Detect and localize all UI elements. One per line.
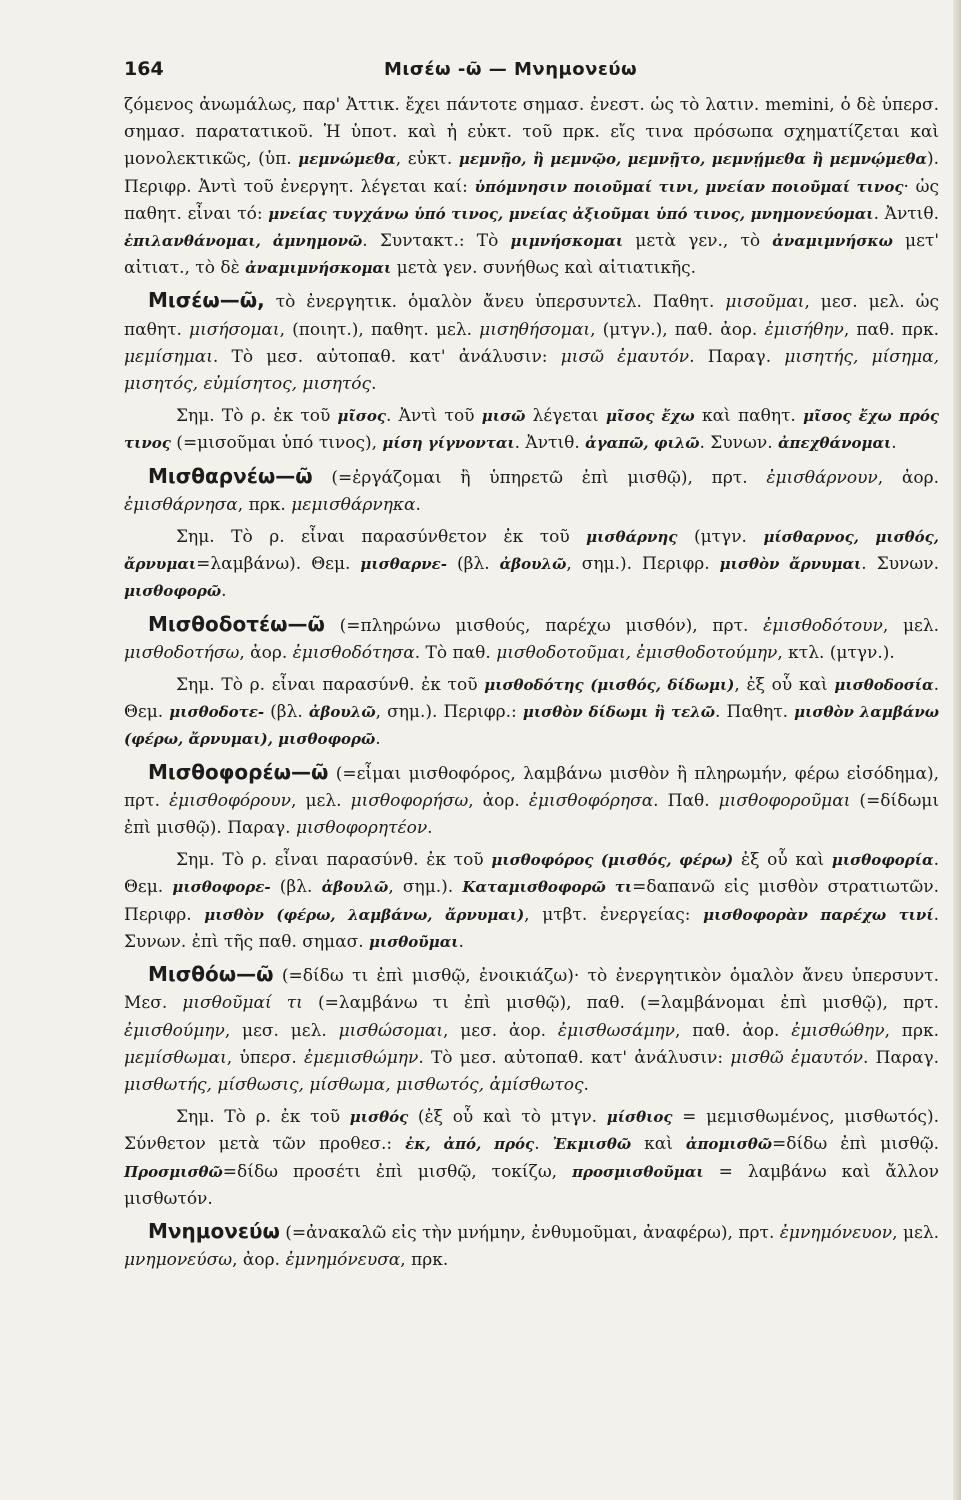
cited-form: ἀβουλῶ — [308, 703, 376, 722]
text-run: . Ἀντιθ. — [873, 203, 939, 224]
text-run: . Συνων. — [699, 433, 779, 454]
text-run: (μτγν. — [677, 527, 764, 548]
text-run: =λαμβάνω). Θεμ. — [196, 554, 361, 575]
text-run: τὸ ἐνεργητικ. ὁμαλὸν ἄνευ ὑπερσυντελ. Παθητ. — [264, 292, 726, 313]
text-run: . Θεμ. — [124, 850, 939, 898]
text-run: =δαπανῶ εἰς μισθὸν στρατιωτῶν. Περιφρ. — [124, 877, 940, 925]
cited-form: μνείας τυγχάνω ὑπό τινος, μνείας ἀξιοῦμαι ὑπό τινος, μνημονεύομαι — [268, 204, 874, 223]
cited-form: μῖσος — [337, 407, 386, 426]
entry-headword: Μισθοδοτέω—ῶ — [148, 611, 325, 636]
italic-form: μεμισθάρνηκα — [291, 494, 416, 515]
italic-form: μισθοφορήσω — [350, 790, 469, 811]
text-run: =δίδω προσέτι ἐπὶ μισθῷ, τοκίζω, — [222, 1161, 573, 1182]
text-run: (=εἶμαι μισθοφόρος, λαμβάνω μισθὸν ἢ πληρωμήν, φέρω εἰσόδημα), πρτ. — [124, 763, 939, 811]
italic-form: ἐμνημόνευον — [779, 1222, 893, 1243]
text-run: , ἀορ. — [232, 1250, 286, 1271]
text-run: . Ἀντὶ τοῦ — [385, 406, 482, 427]
text-run: (=ἀνακαλῶ εἰς τὴν μνήμην, ἐνθυμοῦμαι, ἀναφέρω), πρτ. — [279, 1222, 780, 1243]
text-run: . Παραγ. — [863, 1047, 940, 1068]
italic-form: ἐμισθάρνουν — [766, 467, 878, 488]
italic-form: μισθοδοτήσω — [124, 642, 240, 663]
cited-form: ἀναμιμνήσκω — [772, 232, 893, 251]
italic-form: μισθῶ ἐμαυτόν — [730, 1047, 864, 1068]
text-run: , μεσ. μελ. — [224, 1020, 339, 1041]
cited-form: μισθοφορῶ — [124, 582, 222, 601]
cited-form: μίσθιος — [606, 1108, 673, 1127]
text-run: . Συνων. ἐπὶ τῆς παθ. σημασ. — [124, 904, 940, 952]
text-run: . — [534, 1134, 553, 1155]
cited-form: ἐκ, ἀπό, πρός — [405, 1135, 535, 1154]
text-run: . — [375, 729, 381, 750]
text-run: ζόμενος ἀνωμάλως, παρ' Ἀττικ. ἔχει πάντοτε σημασ. ἐνεστ. ὡς τὸ λατιν. memini, ὁ δὲ ὑπερσ. σημασ. παρατατικοῦ. Ἡ ὑποτ. καὶ ἡ εὐκτ. τοῦ πρκ. εἴς τινα πρόσωπα σχηματίζεται καὶ μονολεκτικῶς, (ὑπ. — [124, 95, 939, 170]
entry-headword: Μισθοφορέω—ῶ — [148, 759, 329, 784]
text-run: . Παθ. — [653, 790, 719, 811]
continuation-paragraph — [124, 92, 939, 282]
text-run: , μεσ. ἀορ. — [443, 1020, 558, 1041]
text-run: (βλ. — [447, 554, 500, 575]
cited-form: ἀβουλῶ — [321, 878, 389, 897]
text-run: , σημ.). — [388, 877, 463, 898]
entry-paragraph — [124, 759, 939, 843]
text-run: . Ἀντιθ. — [514, 433, 586, 454]
italic-form: μισθοφορητέον — [295, 818, 428, 839]
cited-form: μίσθαρνος, μισθός, ἄρνυμαι — [124, 528, 939, 574]
text-run: (=πληρώνω μισθούς, παρέχω μισθόν), πρτ. — [324, 615, 764, 636]
cited-form: μισθός — [349, 1108, 409, 1127]
text-run: ). Περιφρ. Ἀντὶ τοῦ ἐνεργητ. λέγεται καί: — [124, 149, 939, 197]
italic-form: μισήσομαι — [189, 319, 280, 340]
text-run: . — [415, 494, 421, 515]
entry-paragraph — [124, 1218, 939, 1274]
cited-form: μισθοφορία — [831, 851, 934, 870]
text-run: , ἀορ. — [877, 467, 940, 488]
text-run: , ἀορ. — [468, 790, 529, 811]
text-run: Σημ. Τὸ ρ. εἶναι παρασύνθετον ἐκ τοῦ — [176, 527, 587, 548]
text-run: . Τὸ μεσ. αὐτοπαθ. κατ' ἀνάλυσιν: — [418, 1047, 731, 1068]
text-run: , (μτγν.), παθ. ἀορ. — [590, 319, 765, 340]
text-run: . — [427, 818, 433, 839]
text-run: , πρκ. — [884, 1020, 939, 1041]
text-run: (=ἐργάζομαι ἢ ὑπηρετῶ ἐπὶ μισθῷ), πρτ. — [312, 467, 767, 488]
italic-form: ἐμεμισθώμην — [304, 1047, 419, 1068]
cited-form: μίση γίγνονται — [382, 434, 515, 453]
text-run: . Παραγ. — [689, 346, 785, 367]
text-run: = λαμβάνω καὶ ἄλλον μισθωτόν. — [124, 1161, 939, 1209]
italic-form: μνημονεύσω — [124, 1250, 233, 1271]
cited-form: μισθὸν (φέρω, λαμβάνω, ἄρνυμαι) — [204, 905, 525, 924]
italic-form: μισῶ ἐμαυτόν — [560, 346, 690, 367]
cited-form: μισθὸν δίδωμι ἢ τελῶ — [522, 703, 716, 722]
text-run: Σημ. Τὸ ρ. εἶναι παρασύνθ. ἐκ τοῦ — [176, 850, 492, 871]
cited-form: μῖσος ἔχω — [605, 407, 695, 426]
italic-form: μισοῦμαι — [725, 292, 805, 313]
text-run: , ἐξ οὗ καὶ — [734, 675, 835, 696]
text-run: , πρκ. — [400, 1250, 449, 1271]
cited-form: μισθοδοσία — [834, 676, 934, 695]
italic-form: ἐμισήθην — [764, 319, 844, 340]
cited-form: ἀγαπῶ, φιλῶ — [585, 434, 700, 453]
text-run: (=μισοῦμαι ὑπό τινος), — [170, 433, 383, 454]
italic-form: μισθοδοτοῦμαι, ἐμισθοδοτούμην — [496, 642, 778, 663]
italic-form: ἐμισθάρνησα — [124, 494, 238, 515]
text-run: , μεσ. μελ. ὡς παθητ. — [124, 292, 939, 340]
cited-form: μισθὸν ἄρνυμαι — [719, 555, 862, 574]
text-run: . — [371, 374, 377, 395]
cited-form: μιμνήσκομαι — [510, 232, 624, 251]
text-run: , μελ. — [892, 1222, 940, 1243]
text-run: . Θεμ. — [124, 675, 939, 723]
text-run: = μεμισθωμένος, μισθωτός). Σύνθετον μετὰ τῶν προθεσ.: — [124, 1107, 939, 1155]
italic-form: ἐμνημόνευσα — [285, 1250, 401, 1271]
italic-form: μισθοφοροῦμαι — [718, 790, 851, 811]
italic-form: ἐμισθώθην — [791, 1020, 885, 1041]
entry-headword: Μισέω—ῶ, — [148, 288, 265, 313]
text-run: καὶ παθητ. — [694, 406, 804, 427]
text-run: , πρκ. — [237, 494, 292, 515]
italic-form: μισθώσομαι — [338, 1020, 444, 1041]
italic-form: ἐμισθούμην — [124, 1020, 225, 1041]
text-run: . — [458, 931, 464, 952]
text-run: (βλ. — [264, 702, 309, 723]
text-run: , μτβτ. ἐνεργείας: — [524, 904, 704, 925]
text-run: , σημ.). Περιφρ. — [566, 554, 720, 575]
cited-form: μισθοφορε- — [172, 878, 271, 897]
text-run: , μελ. — [882, 615, 939, 636]
cited-form: ἀβουλῶ — [499, 555, 567, 574]
text-run: (=δίδω τι ἐπὶ μισθῷ, ἐνοικιάζω)· τὸ ἐνεργητικὸν ὁμαλὸν ἄνευ ὑπερσυντ. Μεσ. — [124, 966, 939, 1014]
italic-form: μισητής, μίσημα, μισητός, εὐμίσητος, μισητός — [124, 346, 940, 395]
entry-headword: Μισθαρνέω—ῶ — [148, 463, 313, 488]
entry-paragraph — [124, 287, 939, 398]
text-run: , κτλ. (μτγν.). — [777, 642, 895, 663]
text-run: , μελ. — [291, 790, 351, 811]
text-run: Σημ. Τὸ ρ. ἐκ τοῦ — [176, 1107, 350, 1128]
cited-form: ὑπόμνησιν ποιοῦμαί τινι, μνείαν ποιοῦμαί τινος — [474, 177, 904, 196]
cited-form: μισθάρνης — [586, 528, 678, 547]
cited-form: μισῶ — [481, 407, 526, 426]
cited-form: Ἐκμισθῶ — [552, 1135, 632, 1154]
text-run: ἐξ οὗ καὶ — [733, 850, 832, 871]
cited-form: μεμνώμεθα — [298, 150, 396, 169]
note-paragraph — [124, 847, 939, 956]
cited-form: μισθοῦμαι — [369, 932, 459, 951]
entry-paragraph — [124, 961, 939, 1099]
text-run: , παθ. ἀορ. — [675, 1020, 792, 1041]
text-run: . Παθητ. — [715, 702, 795, 723]
text-run: , (ποιητ.), παθητ. μελ. — [279, 319, 480, 340]
text-run: , ἀορ. — [239, 642, 293, 663]
text-run: , εὐκτ. — [395, 149, 459, 170]
cited-form: μῖσος ἔχω πρός τινος — [124, 407, 939, 453]
italic-form: μισθωτής, μίσθωσις, μίσθωμα, μισθωτός, ἀμίσθωτος — [124, 1074, 584, 1095]
entry-headword: Μισθόω—ῶ — [148, 962, 274, 987]
cited-form: μισθοδοτε- — [169, 703, 265, 722]
page-edge-shadow — [953, 0, 961, 1500]
page-number: 164 — [124, 58, 164, 80]
cited-form: ἀπομισθῶ — [685, 1135, 773, 1154]
entry-paragraph — [124, 463, 939, 519]
italic-form: ἐμισθοδότουν — [763, 615, 883, 636]
text-run: . Τὸ παθ. — [414, 642, 497, 663]
italic-form: ἐμισθοφόρησα — [528, 790, 654, 811]
cited-form: μεμνῇο, ἢ μεμνῷο, μεμνῇτο, μεμνῄμεθα ἢ μεμνῴμεθα — [458, 150, 927, 169]
cited-form: μισθαρνε- — [360, 555, 447, 574]
text-run: , ὑπερσ. — [226, 1047, 305, 1068]
text-run: , σημ.). Περιφρ.: — [375, 702, 523, 723]
cited-form: ἐπιλανθάνομαι, ἀμνημονῶ — [124, 232, 363, 251]
entry-paragraph — [124, 611, 939, 667]
text-run: (βλ. — [270, 877, 322, 898]
italic-form: μεμίσθωμαι — [124, 1047, 227, 1068]
text-run: . Τὸ μεσ. αὐτοπαθ. κατ' ἀνάλυσιν: — [212, 346, 561, 367]
italic-form: ἐμισθωσάμην — [557, 1020, 676, 1041]
text-run: μετὰ γεν., τὸ — [623, 231, 773, 252]
italic-form: ἐμισθοδότησα — [292, 642, 415, 663]
entry-headword: Μνημονεύω — [148, 1218, 280, 1243]
cited-form: Προσμισθῶ — [124, 1162, 223, 1181]
text-run: Σημ. Τὸ ρ. εἶναι παρασύνθ. ἐκ τοῦ — [176, 675, 485, 696]
cited-form: προσμισθοῦμαι — [572, 1162, 704, 1181]
text-run: . Συντακτ.: Τὸ — [362, 231, 511, 252]
italic-form: μεμίσημαι — [124, 346, 213, 367]
text-run: , παθ. πρκ. — [843, 319, 939, 340]
text-run: =δίδω ἐπὶ μισθῷ. — [772, 1134, 940, 1155]
cited-form: Καταμισθοφορῶ τι — [462, 878, 633, 897]
cited-form: μισθοφορὰν παρέχω τινί — [703, 905, 934, 924]
text-run: . — [583, 1074, 589, 1095]
text-run: μετ' αἰτιατ., τὸ δὲ — [124, 231, 939, 279]
text-run: λέγεται — [525, 406, 606, 427]
cited-form: ἀπεχθάνομαι — [778, 434, 892, 453]
cited-form: μισθοφόρος (μισθός, φέρω) — [491, 851, 734, 870]
italic-form: μισθοῦμαί τι — [182, 993, 303, 1014]
text-run: (=δίδωμι ἐπὶ μισθῷ). Παραγ. — [124, 790, 940, 839]
text-run: καὶ — [631, 1134, 686, 1155]
text-run: · ὡς παθητ. εἶναι τό: — [124, 176, 939, 224]
cited-form: μισθοδότης (μισθός, δίδωμι) — [484, 676, 735, 695]
italic-form: ἐμισθοφόρουν — [169, 790, 292, 811]
text-run: μετὰ γεν. συνήθως καὶ αἰτιατικῆς. — [391, 258, 697, 279]
text-run: . — [891, 433, 897, 454]
text-run: (ἐξ οὗ καὶ τὸ μτγν. — [408, 1107, 607, 1128]
note-paragraph — [124, 1104, 939, 1213]
text-run: . — [221, 581, 227, 602]
italic-form: μισηθήσομαι — [479, 319, 591, 340]
running-head: Μισέω -ῶ — Μνημονεύω — [384, 59, 638, 80]
page-header — [124, 58, 939, 92]
text-run: . Συνων. — [861, 554, 939, 575]
cited-form: ἀναμιμνήσκομαι — [245, 259, 392, 278]
cited-form: μισθὸν λαμβάνω (φέρω, ἄρνυμαι), μισθοφορῶ — [124, 703, 940, 749]
note-paragraph — [124, 672, 939, 754]
note-paragraph — [124, 524, 939, 606]
text-run: Σημ. Τὸ ρ. ἐκ τοῦ — [176, 406, 338, 427]
note-paragraph — [124, 403, 939, 457]
text-run: (=λαμβάνω τι ἐπὶ μισθῷ), παθ. (=λαμβάνομαι ἐπὶ μισθῷ), πρτ. — [302, 993, 939, 1014]
dictionary-text — [124, 92, 939, 1274]
